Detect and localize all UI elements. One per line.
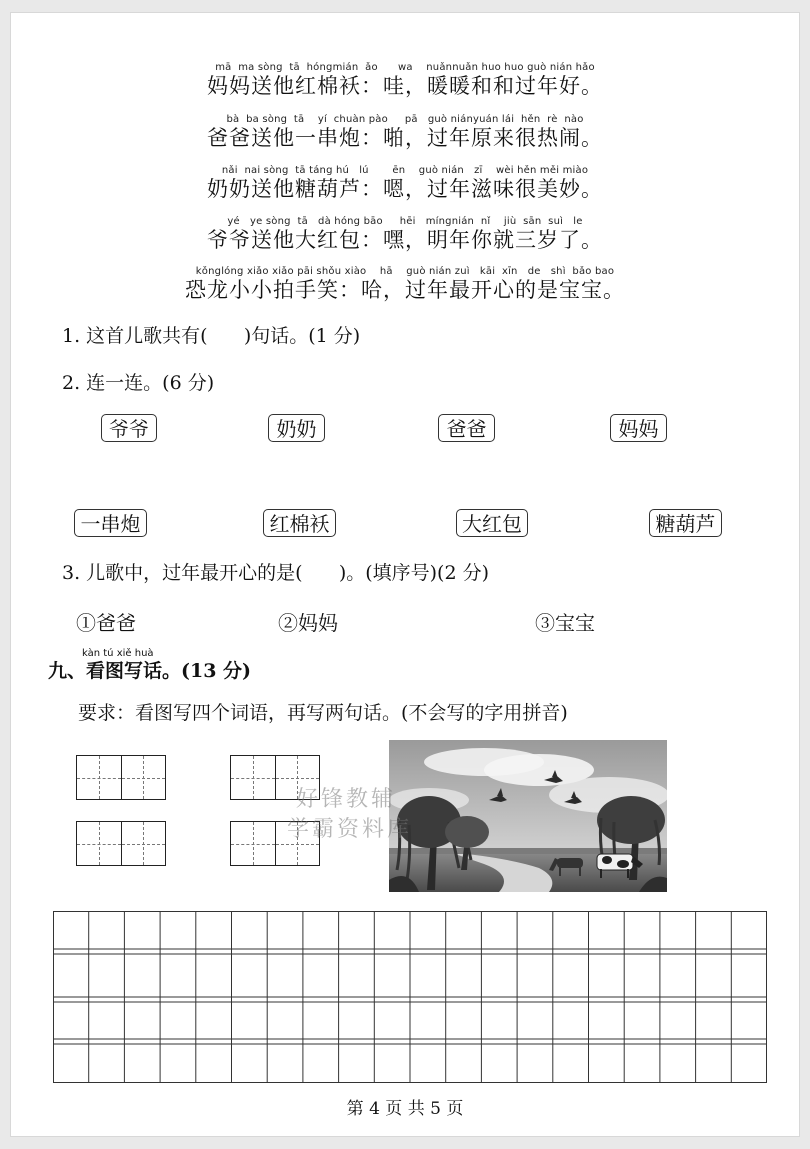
poem-line-2: [0, 114, 810, 150]
match-box-mama[interactable]: 妈妈: [610, 414, 667, 442]
poem-pinyin: nǎi nai sòng tā táng hú lú ēn guò nián zī wèi hěn měi miào: [221, 165, 589, 176]
question-2: 2. 连一连。(6 分): [62, 372, 215, 394]
watermark-line-1: 好锋教辅: [296, 787, 397, 812]
poem-line-5: [0, 266, 810, 302]
match-box-candied-haws[interactable]: 糖葫芦: [649, 509, 722, 537]
poem-text: 妈妈送他红棉袄：哇，暖暖和和过年好。: [207, 74, 603, 98]
poem-pinyin: kǒnglóng xiǎo xiǎo pāi shǒu xiào hā guò nián zuì kāi xīn de shì bǎo bao: [195, 266, 615, 277]
choice-3[interactable]: ③宝宝: [535, 611, 595, 635]
match-box-baba[interactable]: 爸爸: [438, 414, 495, 442]
countryside-scene-image: [389, 740, 667, 892]
poem-pinyin: yé ye sòng tā dà hóng bāo hēi míngnián nǐ jiù sān suì le: [227, 216, 583, 227]
writing-grid[interactable]: [53, 911, 767, 1083]
poem-text: 爷爷送他大红包：嘿，明年你就三岁了。: [207, 228, 603, 252]
match-box-yeye[interactable]: 爷爷: [101, 414, 157, 442]
question-1: 1. 这首儿歌共有( )句话。(1 分): [62, 325, 361, 347]
question-3: 3. 儿歌中，过年最开心的是( )。(填序号)(2 分): [62, 562, 490, 584]
poem-line-4: [0, 216, 810, 252]
watermark-line-2: 学霸资料库: [287, 817, 413, 842]
choice-1[interactable]: ①爸爸: [76, 611, 136, 635]
poem-line-3: [0, 165, 810, 201]
match-box-red-envelope[interactable]: 大红包: [456, 509, 528, 537]
choice-2[interactable]: ②妈妈: [278, 611, 338, 635]
section-9-title: 九、看图写话。(13 分): [48, 660, 252, 682]
section-9-requirement: 要求：看图写四个词语，再写两句话。(不会写的字用拼音): [78, 702, 568, 724]
poem-line-1: [0, 62, 810, 98]
poem-text: 奶奶送他糖葫芦：嗯，过年滋味很美妙。: [207, 177, 603, 201]
section-9-pinyin: kàn tú xiě huà: [82, 648, 154, 659]
poem-text: 爸爸送他一串炮：啪，过年原来很热闹。: [207, 126, 603, 150]
word-box-3[interactable]: [76, 821, 166, 866]
poem-pinyin: bà ba sòng tā yí chuàn pào pā guò niányuán lái hěn rè nào: [226, 114, 584, 125]
word-box-1[interactable]: [76, 755, 166, 800]
match-box-nainai[interactable]: 奶奶: [268, 414, 325, 442]
page-number-footer: 第 4 页 共 5 页: [346, 1099, 464, 1119]
poem-pinyin: mā ma sòng tā hóngmián ǎo wa nuǎnnuǎn huo huo guò nián hǎo: [215, 62, 595, 73]
match-box-firecracker[interactable]: 一串炮: [74, 509, 147, 537]
poem-text: 恐龙小小拍手笑：哈，过年最开心的是宝宝。: [185, 278, 625, 302]
scene-picture: [389, 740, 667, 892]
match-box-cotton-jacket[interactable]: 红棉袄: [263, 509, 336, 537]
writing-grid-lines: [53, 911, 767, 1083]
